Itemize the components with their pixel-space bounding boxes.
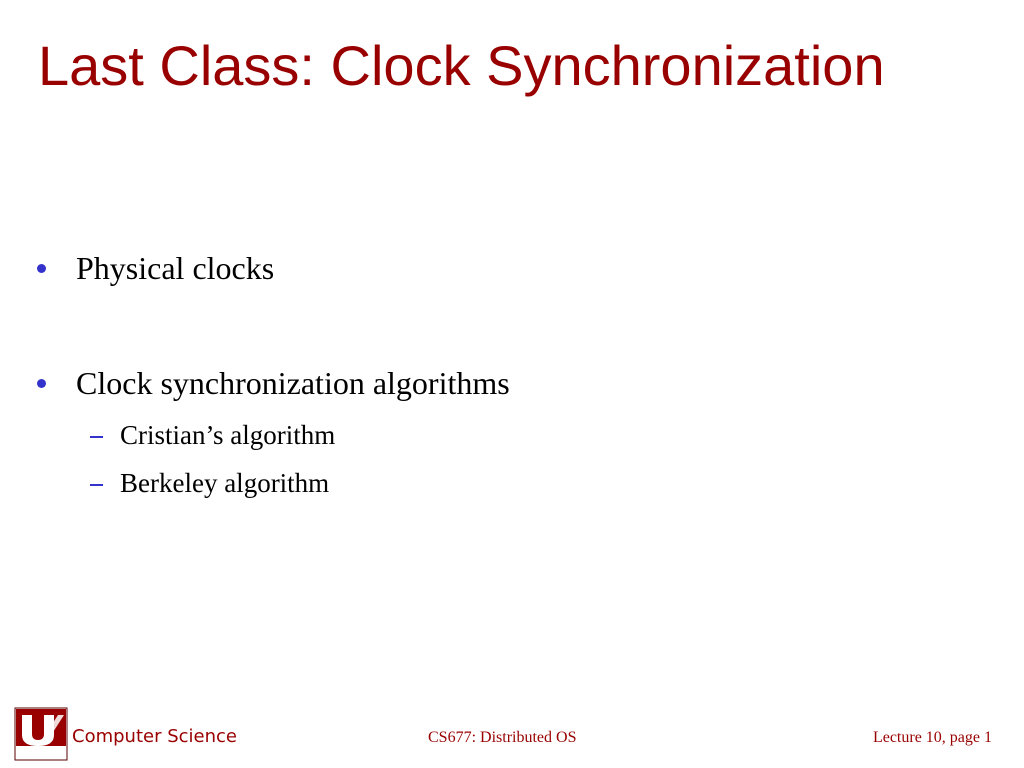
- footer-department: Computer Science: [72, 726, 237, 747]
- slide-title: Last Class: Clock Synchronization: [38, 34, 885, 97]
- sub-bullet-item-cristian: Cristian’s algorithm: [120, 420, 336, 450]
- umass-logo: [14, 707, 68, 761]
- sub-bullet-marker: [90, 484, 103, 486]
- bullet-marker: [37, 379, 46, 388]
- footer-course: CS677: Distributed OS: [428, 729, 577, 746]
- footer-page-number: Lecture 10, page 1: [872, 729, 992, 746]
- bullet-item-clock-sync-algorithms: Clock synchronization algorithms: [76, 365, 510, 401]
- bullet-item-physical-clocks: Physical clocks: [76, 250, 275, 286]
- umass-logo-icon: [14, 707, 68, 761]
- sub-bullet-marker: [90, 436, 103, 438]
- bullet-marker: [37, 264, 46, 273]
- sub-bullet-item-berkeley: Berkeley algorithm: [120, 468, 330, 498]
